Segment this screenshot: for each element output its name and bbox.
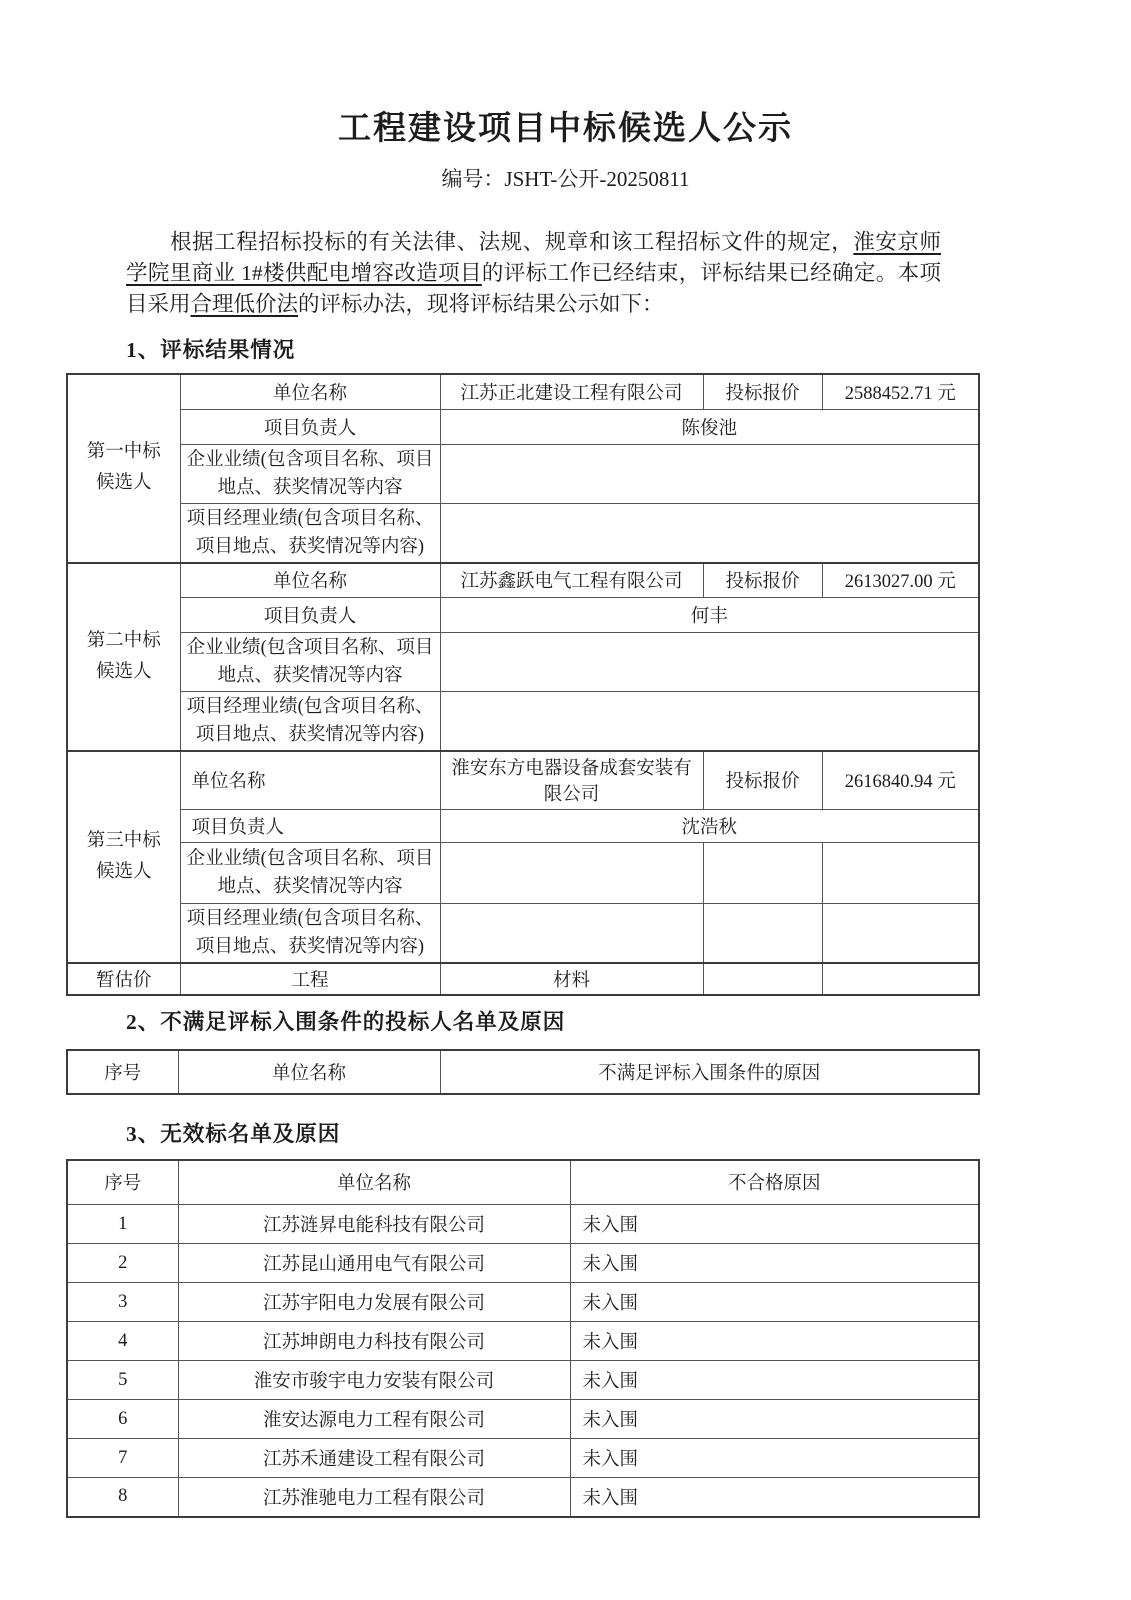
candidate-1-bid-price-label: 投标报价 [703,374,822,409]
provisional-price-label: 暂估价 [67,963,180,995]
seq-cell: 5 [67,1361,178,1400]
company-cell: 江苏涟昇电能科技有限公司 [178,1205,570,1244]
candidate-3-enterprise-perf-label [180,842,440,903]
candidate-3-price: 2616840.94 元 [822,751,979,809]
seq-no-header: 序号 [67,1050,178,1094]
manager-perf-label-line2: 项目地点、获奖情况等内容) [195,936,425,957]
intro-paragraph [126,227,941,320]
table-row [67,809,979,842]
reason-cell: 未入围 [570,1439,979,1478]
manager-perf-label-line2: 项目地点、获奖情况等内容) [195,536,425,557]
unqualified-reason-header: 不合格原因 [570,1160,979,1205]
candidate-3-enterprise-perf-value [440,842,703,903]
candidate-2-leader-label: 项目负责人 [180,598,440,633]
seq-cell: 7 [67,1439,178,1478]
page-title: 工程建设项目中标候选人公示 [338,111,793,147]
manager-perf-label-line1: 项目经理业绩(包含项目名称、 [186,697,434,717]
candidate-3-rank-line1: 第三中标 [86,830,161,851]
seq-cell: 8 [67,1478,178,1517]
table-row [67,1400,979,1439]
intro-text-2: 的评标工作已经结束，评标结果已经确定。本项目采用 [126,261,941,316]
candidate-3-manager-perf-label [180,903,440,963]
candidate-1-rank [67,374,180,563]
provisional-material-label: 材料 [440,963,703,995]
candidate-1-leader-label: 项目负责人 [180,409,440,444]
seq-cell: 2 [67,1244,178,1283]
candidate-2-manager-perf-value [440,692,979,752]
table-row [67,903,979,963]
seq-cell: 1 [67,1205,178,1244]
table-row [67,409,979,444]
candidate-1-rank-line2: 候选人 [95,473,152,494]
candidate-2-unit-name-label: 单位名称 [180,563,440,598]
manager-perf-label-line1: 项目经理业绩(包含项目名称、 [186,908,434,929]
candidate-3-leader-label: 项目负责人 [180,809,440,842]
seq-cell: 6 [67,1400,178,1439]
candidate-1-price: 2588452.71 元 [822,374,979,409]
intro-method-name-underlined: 合理低价法 [190,292,299,316]
enterprise-perf-label-line1: 企业业绩(包含项目名称、项目 [186,449,434,470]
candidate-1-unit-name-label: 单位名称 [180,374,440,409]
manager-perf-label-line2: 项目地点、获奖情况等内容) [195,725,425,745]
empty-cell [822,963,979,995]
manager-perf-label-line1: 项目经理业绩(包含项目名称、 [186,508,434,529]
candidate-2-manager-perf-label [180,692,440,752]
seq-cell: 4 [67,1322,178,1361]
table-row [67,1244,979,1283]
enterprise-perf-label-line2: 地点、获奖情况等内容 [217,477,403,498]
enterprise-perf-label-line1: 企业业绩(包含项目名称、项目 [186,638,434,658]
candidate-2-enterprise-perf-value [440,633,979,692]
candidate-3-leader: 沈浩秋 [440,809,979,842]
candidate-2-price: 2613027.00 元 [822,563,979,598]
candidate-2-rank [67,563,180,752]
table-header-row [67,1160,979,1205]
empty-cell [822,842,979,903]
invalid-bids-table [66,1159,980,1518]
candidate-1-manager-perf-label [180,503,440,563]
empty-cell [703,903,822,963]
table-row [67,1478,979,1517]
candidate-1-rank-line1: 第一中标 [86,442,161,463]
table-row [67,1205,979,1244]
candidate-1-manager-perf-value [440,503,979,563]
company-cell: 江苏昆山通用电气有限公司 [178,1244,570,1283]
company-cell: 江苏禾通建设工程有限公司 [178,1439,570,1478]
candidate-2-rank-line1: 第二中标 [86,630,161,651]
candidate-2-rank-line2: 候选人 [95,661,152,682]
empty-cell [822,903,979,963]
reason-cell: 未入围 [570,1283,979,1322]
doc-number: 编号：JSHT-公开-20250811 [441,167,690,191]
candidate-3-rank [67,751,180,963]
section-3-heading: 3、无效标名单及原因 [126,1121,341,1146]
company-cell: 江苏宇阳电力发展有限公司 [178,1283,570,1322]
enterprise-perf-label-line1: 企业业绩(包含项目名称、项目 [186,848,434,869]
candidate-3-bid-price-label: 投标报价 [703,751,822,809]
not-shortlisted-table [66,1049,980,1095]
table-row [67,444,979,503]
table-row [67,1361,979,1400]
candidate-3-manager-perf-value [440,903,703,963]
enterprise-perf-label-line2: 地点、获奖情况等内容 [217,666,403,686]
evaluation-result-table [66,373,980,996]
candidate-3-unit-name-label: 单位名称 [180,751,440,809]
empty-cell [703,963,822,995]
company-cell: 淮安市骏宇电力安装有限公司 [178,1361,570,1400]
table-header-row [67,1050,979,1094]
seq-no-header: 序号 [67,1160,178,1205]
candidate-2-bid-price-label: 投标报价 [703,563,822,598]
reason-cell: 未入围 [570,1478,979,1517]
table-row [67,751,979,809]
table-row [67,692,979,752]
candidate-1-enterprise-perf-value [440,444,979,503]
candidate-2-company: 江苏鑫跃电气工程有限公司 [440,563,703,598]
table-row [67,633,979,692]
table-row [67,842,979,903]
company-cell: 江苏淮驰电力工程有限公司 [178,1478,570,1517]
table-row [67,1283,979,1322]
seq-cell: 3 [67,1283,178,1322]
section-2-heading: 2、不满足评标入围条件的投标人名单及原因 [126,1009,566,1034]
candidate-1-enterprise-perf-label [180,444,440,503]
table-row [67,374,979,409]
table-row [67,503,979,563]
intro-text-1: 根据工程招标投标的有关法律、法规、规章和该工程招标文件的规定， [170,230,854,254]
candidate-3-company: 淮安东方电器设备成套安装有限公司 [440,751,703,809]
candidate-1-company: 江苏正北建设工程有限公司 [440,374,703,409]
company-cell: 淮安达源电力工程有限公司 [178,1400,570,1439]
table-row [67,563,979,598]
section-1-heading: 1、评标结果情况 [126,338,296,362]
candidate-2-leader: 何丰 [440,598,979,633]
table-row [67,963,979,995]
not-shortlisted-reason-header: 不满足评标入围条件的原因 [440,1050,979,1094]
reason-cell: 未入围 [570,1400,979,1439]
provisional-engineering-label: 工程 [180,963,440,995]
candidate-1-leader: 陈俊池 [440,409,979,444]
reason-cell: 未入围 [570,1322,979,1361]
reason-cell: 未入围 [570,1361,979,1400]
company-cell: 江苏坤朗电力科技有限公司 [178,1322,570,1361]
unit-name-header: 单位名称 [178,1050,440,1094]
enterprise-perf-label-line2: 地点、获奖情况等内容 [217,876,403,897]
table-row [67,598,979,633]
candidate-2-enterprise-perf-label [180,633,440,692]
table-row [67,1322,979,1361]
reason-cell: 未入围 [570,1205,979,1244]
empty-cell [703,842,822,903]
intro-text-3: 的评标办法，现将评标结果公示如下： [298,292,664,316]
reason-cell: 未入围 [570,1244,979,1283]
candidate-3-rank-line2: 候选人 [95,861,152,882]
intro-project-name-underlined: 淮安京师学院里商业 1#楼供配电增容改造项目 [126,230,941,285]
table-row [67,1439,979,1478]
unit-name-header: 单位名称 [178,1160,570,1205]
